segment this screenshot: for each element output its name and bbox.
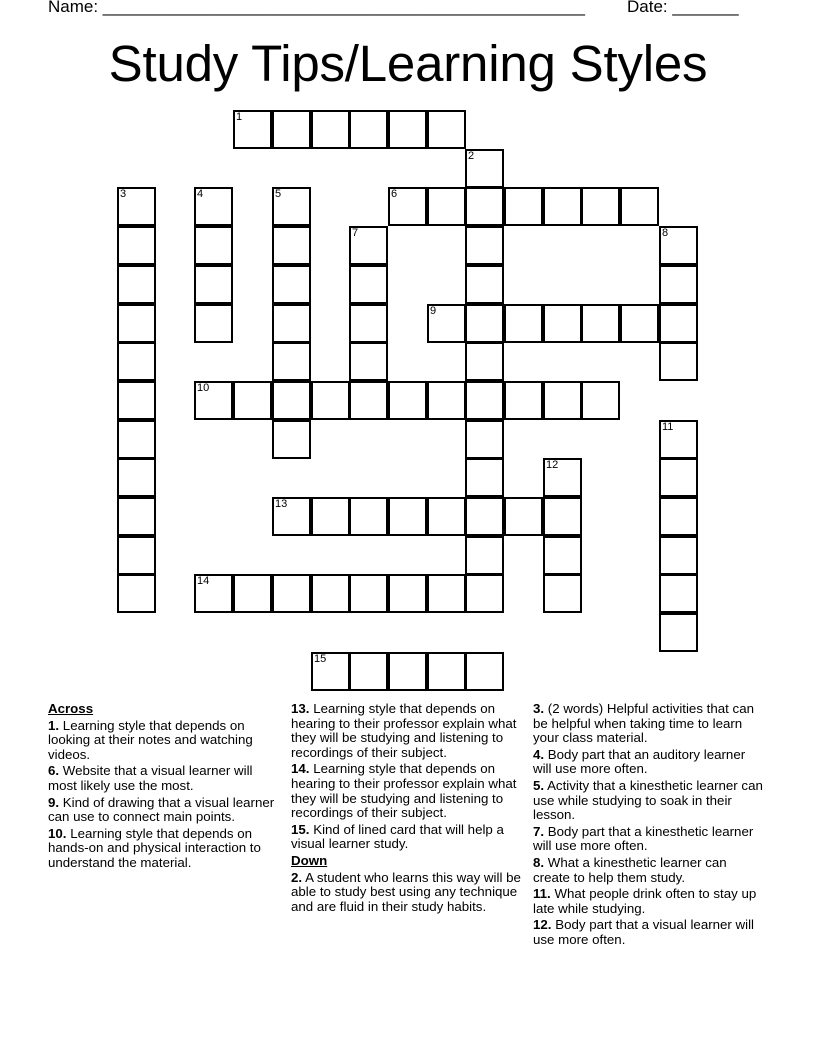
crossword-cell[interactable] <box>543 497 582 536</box>
crossword-cell[interactable] <box>465 226 504 265</box>
date-field: Date: _______ <box>627 0 739 16</box>
crossword-cell[interactable] <box>311 110 350 149</box>
crossword-cell[interactable] <box>117 458 156 497</box>
clue-number: 15 <box>314 653 327 665</box>
crossword-cell[interactable] <box>272 304 311 343</box>
clue-across-9: 9. Kind of drawing that a visual learner can use to connect main points. <box>48 794 275 825</box>
crossword-cell[interactable] <box>427 304 466 343</box>
crossword-cell[interactable] <box>311 497 350 536</box>
crossword-cell[interactable] <box>465 342 504 381</box>
crossword-cell[interactable] <box>504 187 543 226</box>
clue-number: 12 <box>546 459 559 471</box>
crossword-cell[interactable] <box>504 497 543 536</box>
crossword-cell[interactable] <box>272 420 311 459</box>
clue-across-6: 6. Website that a visual learner will most likely use the most. <box>48 763 253 793</box>
crossword-cell[interactable] <box>543 381 582 420</box>
crossword-cell[interactable] <box>620 187 659 226</box>
crossword-cell[interactable] <box>659 420 698 459</box>
clue-number: 8 <box>662 227 669 239</box>
clue-down-5: 5. Activity that a kinesthetic learner can use while studying to soak in their lesson. <box>533 777 763 823</box>
crossword-cell[interactable] <box>349 265 388 304</box>
name-field: Name: ___________________________________________________ <box>48 0 585 16</box>
clue-across-14: 14. Learning style that depends on hearing to their professor explain what they will be studying and listening to recordings of their subject. <box>291 761 517 821</box>
clue-down-7: 7. Body part that a kinesthetic learner will use more often. <box>533 823 754 854</box>
crossword-cell[interactable] <box>117 304 156 343</box>
crossword-cell[interactable] <box>117 497 156 536</box>
crossword-cell[interactable] <box>388 574 427 613</box>
crossword-cell[interactable] <box>349 497 388 536</box>
crossword-cell[interactable] <box>659 342 698 381</box>
crossword-cell[interactable] <box>388 497 427 536</box>
clues-column-1 <box>48 702 280 873</box>
crossword-cell[interactable] <box>581 381 620 420</box>
crossword-cell[interactable] <box>349 226 388 265</box>
crossword-cell[interactable] <box>465 497 504 536</box>
crossword-cell[interactable] <box>272 574 311 613</box>
clue-across-10: 10. Learning style that depends on hands-on and physical interaction to understand the material. <box>48 825 261 870</box>
clue-number: 7 <box>352 227 359 239</box>
crossword-cell[interactable] <box>543 187 582 226</box>
crossword-cell[interactable] <box>233 574 272 613</box>
crossword-cell[interactable] <box>620 304 659 343</box>
crossword-cell[interactable] <box>388 381 427 420</box>
crossword-cell[interactable] <box>349 304 388 343</box>
clue-number: 9 <box>430 305 437 317</box>
crossword-cell[interactable] <box>233 381 272 420</box>
crossword-cell[interactable] <box>194 187 233 226</box>
clue-number: 2 <box>468 150 475 162</box>
clue-number: 3 <box>120 188 127 200</box>
crossword-cell[interactable] <box>194 574 233 613</box>
crossword-cell[interactable] <box>117 342 156 381</box>
crossword-cell[interactable] <box>659 497 698 536</box>
crossword-cell[interactable] <box>465 304 504 343</box>
crossword-cell[interactable] <box>117 381 156 420</box>
crossword-cell[interactable] <box>388 652 427 691</box>
clue-down-3: 3. (2 words) Helpful activities that can be helpful when taking time to learn your class material. <box>533 701 754 746</box>
clues-column-2 <box>291 702 523 916</box>
clue-number: 10 <box>197 382 210 394</box>
crossword-cell[interactable] <box>117 265 156 304</box>
crossword-cell[interactable] <box>272 497 311 536</box>
clue-down-11: 11. What people drink often to stay up late while studying. <box>533 886 757 916</box>
crossword-cell[interactable] <box>427 187 466 226</box>
crossword-cell[interactable] <box>543 304 582 343</box>
crossword-cell[interactable] <box>272 187 311 226</box>
crossword-cell[interactable] <box>465 149 504 188</box>
down-heading: Down <box>291 852 328 868</box>
crossword-cell[interactable] <box>427 497 466 536</box>
clue-number: 11 <box>662 421 674 433</box>
crossword-cell[interactable] <box>349 652 388 691</box>
crossword-cell[interactable] <box>659 304 698 343</box>
clue-number: 13 <box>275 498 288 510</box>
crossword-cell[interactable] <box>543 458 582 497</box>
crossword-cell[interactable] <box>659 265 698 304</box>
crossword-cell[interactable] <box>272 381 311 420</box>
crossword-cell[interactable] <box>272 342 311 381</box>
crossword-cell[interactable] <box>659 226 698 265</box>
crossword-cell[interactable] <box>465 458 504 497</box>
crossword-cell[interactable] <box>427 110 466 149</box>
page-title: Study Tips/Learning Styles <box>108 35 708 92</box>
clue-number: 1 <box>236 111 243 123</box>
crossword-cell[interactable] <box>388 110 427 149</box>
clue-down-8: 8. What a kinesthetic learner can create to help them study. <box>533 854 727 885</box>
crossword-cell[interactable] <box>349 342 388 381</box>
crossword-cell[interactable] <box>272 265 311 304</box>
crossword-cell[interactable] <box>349 381 388 420</box>
across-heading: Across <box>48 701 94 716</box>
crossword-cell[interactable] <box>311 574 350 613</box>
crossword-cell[interactable] <box>543 574 582 613</box>
crossword-cell[interactable] <box>194 304 233 343</box>
clue-down-12: 12. Body part that a visual learner will use more often. <box>533 917 755 947</box>
crossword-cell[interactable] <box>233 110 272 149</box>
crossword-cell[interactable] <box>581 304 620 343</box>
clue-down-4: 4. Body part that an auditory learner will use more often. <box>533 746 746 777</box>
crossword-cell[interactable] <box>465 574 504 613</box>
clue-number: 14 <box>197 575 210 587</box>
crossword-cell[interactable] <box>117 187 156 226</box>
crossword-cell[interactable] <box>349 110 388 149</box>
clue-across-1: 1. Learning style that depends on looking at their notes and watching videos. <box>48 717 253 762</box>
clue-number: 5 <box>275 188 282 200</box>
clue-down-2: 2. A student who learns this way will be able to study best using any technique and are fluid in their study habits. <box>291 869 521 914</box>
crossword-cell[interactable] <box>465 420 504 459</box>
crossword-cell[interactable] <box>581 187 620 226</box>
crossword-cell[interactable] <box>349 574 388 613</box>
crossword-cell[interactable] <box>272 226 311 265</box>
crossword-cell[interactable] <box>543 536 582 575</box>
crossword-cell[interactable] <box>194 265 233 304</box>
crossword-cell[interactable] <box>465 381 504 420</box>
crossword-cell[interactable] <box>465 265 504 304</box>
crossword-cell[interactable] <box>388 187 427 226</box>
crossword-cell[interactable] <box>427 652 466 691</box>
clue-across-15: 15. Kind of lined card that will help a visual learner study. <box>291 821 504 852</box>
crossword-cell[interactable] <box>427 574 466 613</box>
crossword-cell[interactable] <box>659 458 698 497</box>
crossword-cell[interactable] <box>117 420 156 459</box>
crossword-cell[interactable] <box>504 304 543 343</box>
clue-number: 6 <box>391 188 398 200</box>
clue-number: 4 <box>197 188 204 200</box>
crossword-cell[interactable] <box>659 574 698 613</box>
crossword-cell[interactable] <box>311 652 350 691</box>
clues-column-3 <box>533 702 765 950</box>
clue-across-13: 13. Learning style that depends on hearing to their professor explain what they will be studying and listening to recordings of their subject. <box>291 701 517 760</box>
crossword-cell[interactable] <box>465 652 504 691</box>
crossword-cell[interactable] <box>465 536 504 575</box>
crossword-cell[interactable] <box>659 536 698 575</box>
crossword-cell[interactable] <box>194 226 233 265</box>
crossword-cell[interactable] <box>272 110 311 149</box>
crossword-cell[interactable] <box>117 574 156 613</box>
crossword-cell[interactable] <box>194 381 233 420</box>
crossword-cell[interactable] <box>504 381 543 420</box>
crossword-cell[interactable] <box>659 613 698 652</box>
crossword-cell[interactable] <box>117 536 156 575</box>
crossword-cell[interactable] <box>465 187 504 226</box>
crossword-cell[interactable] <box>311 381 350 420</box>
crossword-cell[interactable] <box>117 226 156 265</box>
crossword-cell[interactable] <box>427 381 466 420</box>
